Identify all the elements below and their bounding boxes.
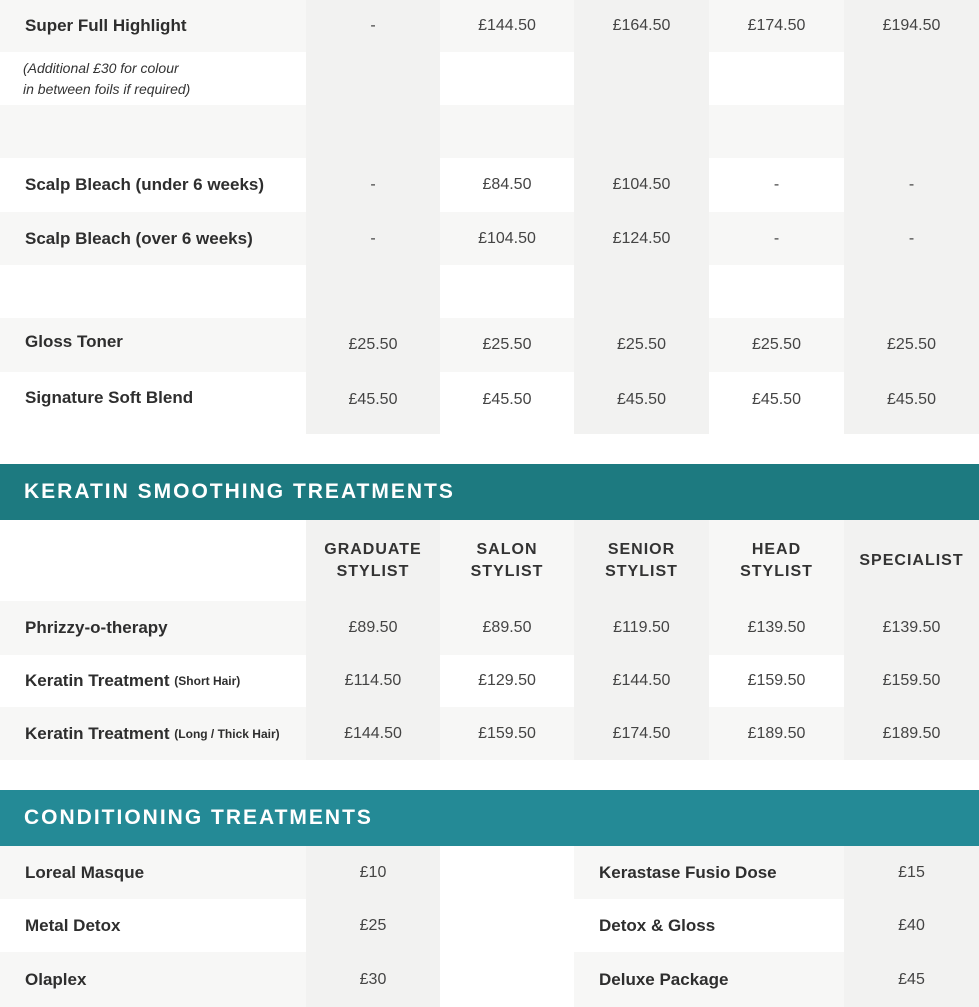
note-line-2: in between foils if required) [23, 80, 191, 97]
empty-cell [709, 52, 844, 105]
service-price: £40 [844, 899, 979, 952]
table-row [0, 158, 979, 212]
price-specialist: £45.50 [844, 372, 979, 434]
price-head: £159.50 [709, 655, 844, 707]
note-text [0, 52, 306, 105]
column-header-salon: SALON STYLIST [440, 520, 574, 601]
service-label: Metal Detox [0, 899, 306, 952]
price-specialist: £139.50 [844, 601, 979, 655]
empty-cell [574, 265, 709, 318]
empty-cell [844, 105, 979, 158]
service-label: Kerastase Fusio Dose [574, 846, 844, 899]
note-row [0, 52, 979, 105]
service-label: Olaplex [0, 952, 306, 1007]
table-row [0, 212, 979, 265]
price-salon: £129.50 [440, 655, 574, 707]
empty-cell [0, 265, 306, 318]
empty-cell [440, 52, 574, 105]
service-price: £10 [306, 846, 440, 899]
column-header-graduate: GRADUATE STYLIST [306, 520, 440, 601]
service-label: Loreal Masque [0, 846, 306, 899]
service-label: Keratin Treatment (Short Hair) [0, 655, 306, 707]
price-head: £189.50 [709, 707, 844, 760]
price-graduate: £25.50 [306, 318, 440, 372]
price-salon: £89.50 [440, 601, 574, 655]
service-label: Phrizzy-o-therapy [0, 601, 306, 655]
table-row [0, 707, 979, 760]
note-line-1: (Additional £30 for colour [23, 59, 179, 76]
price-specialist: - [844, 158, 979, 212]
gap-cell [440, 846, 574, 899]
price-senior: £45.50 [574, 372, 709, 434]
table-row [0, 952, 979, 1007]
price-graduate: £144.50 [306, 707, 440, 760]
column-header-head: HEAD STYLIST [709, 520, 844, 601]
gap-cell [440, 899, 574, 952]
price-head: £25.50 [709, 318, 844, 372]
price-head: £45.50 [709, 372, 844, 434]
table-row [0, 372, 979, 434]
service-price: £45 [844, 952, 979, 1007]
service-label: Deluxe Package [574, 952, 844, 1007]
service-sublabel: (Short Hair) [174, 674, 241, 688]
empty-cell [574, 105, 709, 158]
service-label: Keratin Treatment (Long / Thick Hair) [0, 707, 306, 760]
service-sublabel: (Long / Thick Hair) [174, 726, 280, 741]
empty-cell [306, 265, 440, 318]
price-specialist: £189.50 [844, 707, 979, 760]
empty-cell [574, 52, 709, 105]
price-senior: £104.50 [574, 158, 709, 212]
empty-cell [709, 265, 844, 318]
empty-cell [709, 105, 844, 158]
price-graduate: - [306, 212, 440, 265]
table-row [0, 318, 979, 372]
service-label: Scalp Bleach (over 6 weeks) [0, 212, 306, 265]
empty-cell [0, 105, 306, 158]
table-header-row [0, 520, 979, 601]
price-salon: £45.50 [440, 372, 574, 434]
service-label: Signature Soft Blend [0, 372, 306, 434]
column-header-specialist: SPECIALIST [844, 520, 979, 601]
service-label: Scalp Bleach (under 6 weeks) [0, 158, 306, 212]
price-graduate: £89.50 [306, 601, 440, 655]
table-row [0, 601, 979, 655]
price-senior: £164.50 [574, 0, 709, 52]
service-price: £15 [844, 846, 979, 899]
gap-cell [440, 952, 574, 1007]
price-graduate: - [306, 0, 440, 52]
empty-cell [440, 265, 574, 318]
table-row [0, 899, 979, 952]
table-row [0, 0, 979, 52]
empty-cell [844, 52, 979, 105]
service-price: £30 [306, 952, 440, 1007]
service-label: Gloss Toner [0, 318, 306, 372]
empty-cell [0, 520, 306, 601]
price-salon: £159.50 [440, 707, 574, 760]
price-head: - [709, 158, 844, 212]
price-graduate: £114.50 [306, 655, 440, 707]
price-salon: £144.50 [440, 0, 574, 52]
table-row [0, 655, 979, 707]
column-header-senior: SENIOR STYLIST [574, 520, 709, 601]
price-graduate: £45.50 [306, 372, 440, 434]
price-graduate: - [306, 158, 440, 212]
section-title-conditioning: CONDITIONING TREATMENTS [0, 790, 979, 846]
price-senior: £174.50 [574, 707, 709, 760]
table-row [0, 846, 979, 899]
price-specialist: £159.50 [844, 655, 979, 707]
price-senior: £25.50 [574, 318, 709, 372]
spacer-row [0, 105, 979, 158]
empty-cell [306, 52, 440, 105]
price-specialist: £194.50 [844, 0, 979, 52]
price-head: £174.50 [709, 0, 844, 52]
price-senior: £124.50 [574, 212, 709, 265]
price-salon: £25.50 [440, 318, 574, 372]
price-salon: £84.50 [440, 158, 574, 212]
price-senior: £119.50 [574, 601, 709, 655]
empty-cell [306, 105, 440, 158]
section-title-keratin: KERATIN SMOOTHING TREATMENTS [0, 464, 979, 520]
service-label: Detox & Gloss [574, 899, 844, 952]
price-salon: £104.50 [440, 212, 574, 265]
spacer-row [0, 265, 979, 318]
price-specialist: £25.50 [844, 318, 979, 372]
service-price: £25 [306, 899, 440, 952]
empty-cell [844, 265, 979, 318]
price-head: £139.50 [709, 601, 844, 655]
price-head: - [709, 212, 844, 265]
price-specialist: - [844, 212, 979, 265]
price-senior: £144.50 [574, 655, 709, 707]
empty-cell [440, 105, 574, 158]
service-label: Super Full Highlight [0, 0, 306, 52]
